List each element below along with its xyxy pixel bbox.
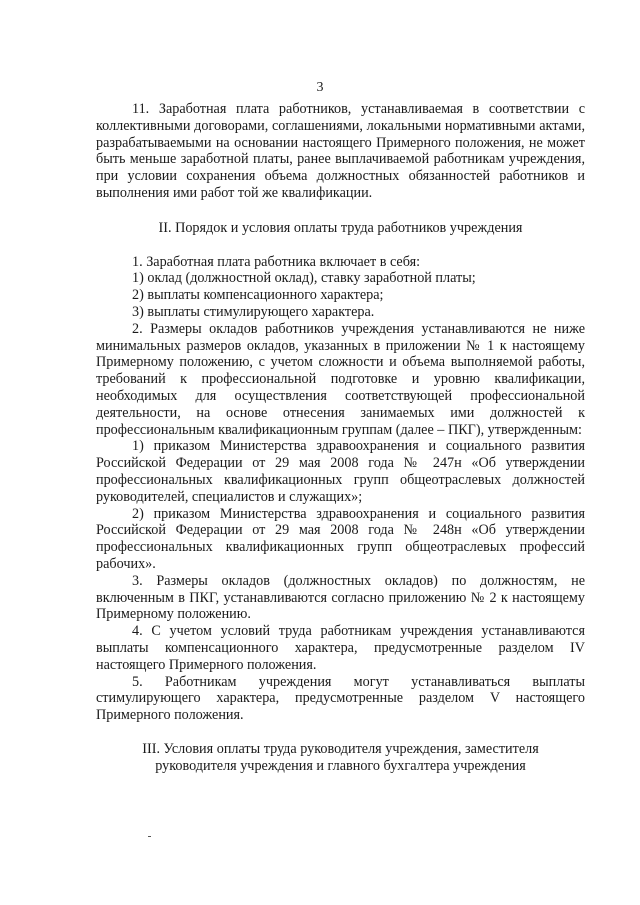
section-2-item-4: 4. С учетом условий труда работникам учреждения устанавливаются выплаты компенсационного характера, предусмотренные разделом IV настоящего Примерного положения. xyxy=(96,623,585,673)
section-2-item-5: 5. Работникам учреждения могут устанавливаться выплаты стимулирующего характера, предусмотренные разделом V настоящего Примерного положения. xyxy=(96,673,585,724)
section-3-title-line-2: руководителя учреждения и главного бухгалтера учреждения xyxy=(155,757,526,774)
page-number: 3 xyxy=(316,80,324,95)
document-body xyxy=(96,101,585,774)
scan-speck xyxy=(148,836,151,837)
section-2-item-1-sub-3: 3) выплаты стимулирующего характера. xyxy=(132,303,375,320)
paragraph-11: 11. Заработная плата работников, устанавливаемая в соответствии с коллективными договорами, соглашениями, локальными нормативными актами, разрабатываемыми на основании настоящего Примерного положения, не может быть меньше заработной платы, ранее выплачиваемой работникам учреждения, при условии сохранения объема должностных обязанностей работников и выполнения ими работ той же квалификации. xyxy=(96,101,585,201)
section-2-item-1-sub-2: 2) выплаты компенсационного характера; xyxy=(132,287,384,304)
section-2-item-1-intro: 1. Заработная плата работника включает в себя: xyxy=(132,253,421,270)
section-2-item-2-sub-1: 1) приказом Министерства здравоохранения и социального развития Российской Федерации от 29 мая 2008 года № 247н «Об утверждении профессиональных квалификационных групп общеотраслевых должностей руководителей, специалистов и служащих»; xyxy=(96,438,585,505)
section-2-title: II. Порядок и условия оплаты труда работников учреждения xyxy=(158,219,523,236)
section-2-item-1-sub-1: 1) оклад (должностной оклад), ставку заработной платы; xyxy=(132,270,476,287)
section-2-item-2: 2. Размеры окладов работников учреждения устанавливаются не ниже минимальных размеров окладов, указанных в приложении № 1 к настоящему Примерному положению, с учетом сложности и объема выполняемой работы, требований к профессиональной подготовке и уровню квалификации, необходимых для осуществления соответствующей профессиональной деятельности, на основе отнесения занимаемых ими должностей к профессиональным квалификационным группам (далее – ПКГ), утвержденным: xyxy=(96,320,585,438)
section-2-item-2-sub-2: 2) приказом Министерства здравоохранения и социального развития Российской Федерации от 29 мая 2008 года № 248н «Об утверждении профессиональных квалификационных групп общеотраслевых профессий рабочих». xyxy=(96,505,585,572)
section-2-item-3: 3. Размеры окладов (должностных окладов) по должностям, не включенным в ПКГ, устанавливаются согласно приложению № 2 к настоящему Примерному положению. xyxy=(96,572,585,623)
section-3-title-line-1: III. Условия оплаты труда руководителя учреждения, заместителя xyxy=(142,740,539,757)
